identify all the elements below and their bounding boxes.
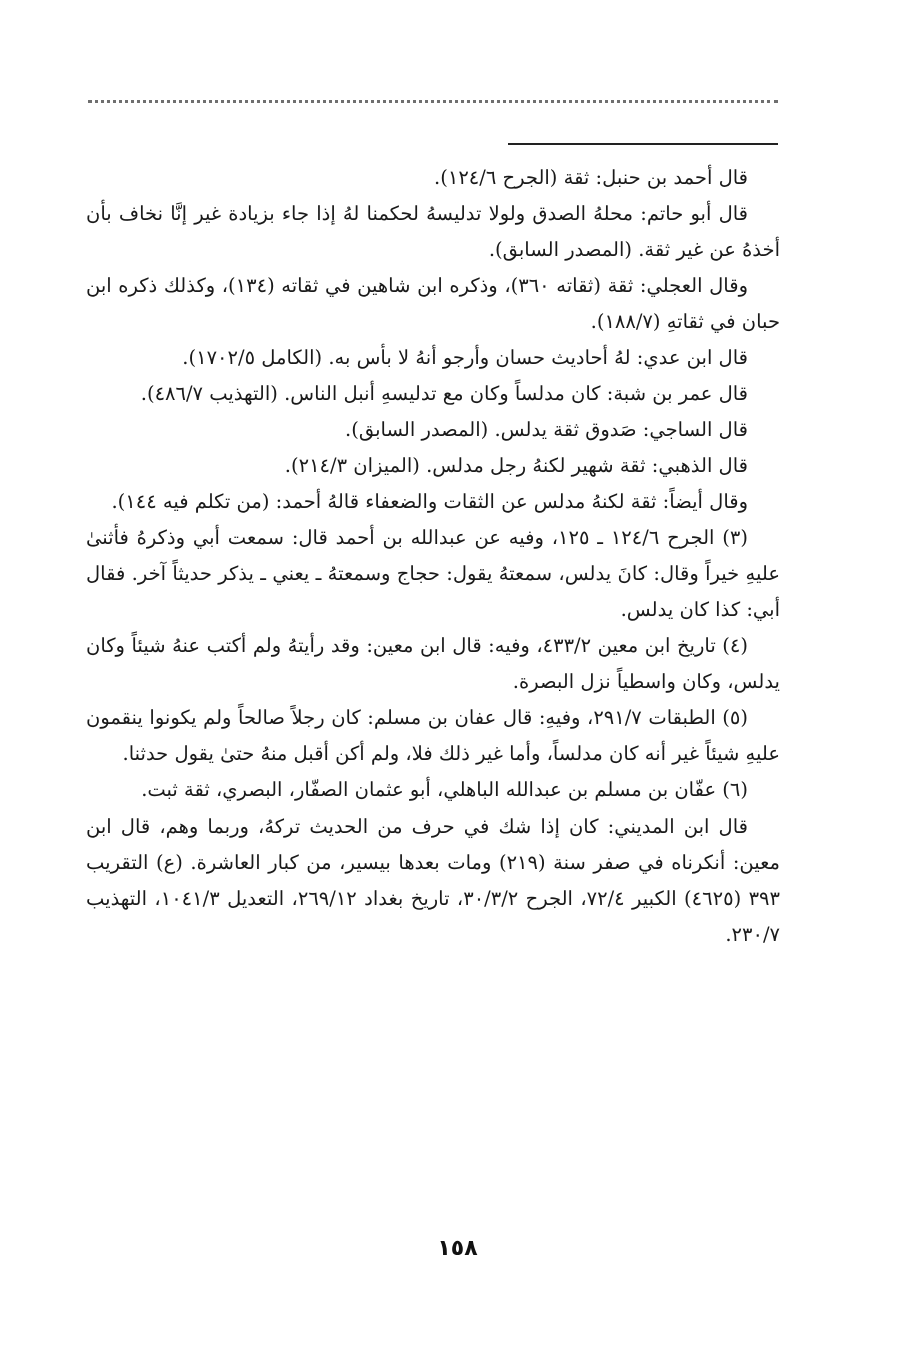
footnote-4: (٤) تاريخ ابن معين ٤٣٣/٢، وفيه: قال ابن معين: وقد رأيتهُ ولم أكتب عنهُ شيئاً وكان يدلس، وكان واسطياً نزل البصرة. [86,634,780,693]
footnote-3: (٣) الجرح ١٢٤/٦ ـ ١٢٥، وفيه عن عبدالله بن أحمد قال: سمعت أبي وذكرهُ فأثنىٰ عليهِ خيراً وقال: كانَ يدلس، سمعتهُ يقول: حجاج وسمعتهُ ـ يعني ـ يذكر حديثاً آخر. فقال أبي: كذا كان يدلس. [86,526,780,621]
footnote-paragraph: قال أبو حاتم: محلهُ الصدق ولولا تدليسهُ لحكمنا لهُ إذا جاء بزيادة غير إنَّا نخاف بأن أخذهُ عن غير ثقة. (المصدر السابق). [86,202,780,261]
dotted-separator [88,100,778,103]
footnote-paragraph: قال عمر بن شبة: كان مدلساً وكان مع تدليسهِ أنبل الناس. (التهذيب ٤٨٦/٧). [140,382,748,405]
footnote-paragraph: وقال أيضاً: ثقة لكنهُ مدلس عن الثقات والضعفاء قالهُ أحمد: (من تكلم فيه ١٤٤). [111,490,748,513]
footnote-6: (٦) عفّان بن مسلم بن عبدالله الباهلي، أبو عثمان الصفّار، البصري، ثقة ثبت. [141,778,748,801]
footnote-paragraph: قال الساجي: صَدوق ثقة يدلس. (المصدر السابق). [345,418,748,441]
footnote-rule [508,143,778,145]
footnote-paragraph: قال ابن عدي: لهُ أحاديث حسان وأرجو أنهُ لا بأس به. (الكامل ١٧٠٢/٥). [182,346,748,369]
footnotes-text [86,160,780,953]
footnote-paragraph: قال الذهبي: ثقة شهير لكنهُ رجل مدلس. (الميزان ٢١٤/٣). [284,454,748,477]
footnote-paragraph: قال ابن المديني: كان إذا شك في حرف من الحديث تركهُ، وربما وهم، قال ابن معين: أنكرناه في صفر سنة (٢١٩) ومات بعدها بيسير، من كبار العاشرة. (ع) التقريب ٣٩٣ (٤٦٢٥) الكبير ٧٢/٤، الجرح ٣٠/٣/٢، تاريخ بغداد ٢٦٩/١٢، التعديل ١٠٤١/٣، التهذيب ٢٣٠/٧. [86,815,780,946]
footnote-paragraph: وقال العجلي: ثقة (ثقاته ٣٦٠)، وذكره ابن شاهين في ثقاته (١٣٤)، وكذلك ذكره ابن حبان في ثقاتهِ (١٨٨/٧). [86,274,780,333]
page-number: ١٥٨ [437,1236,478,1261]
footnote-paragraph: قال أحمد بن حنبل: ثقة (الجرح ١٢٤/٦). [434,166,748,189]
footnote-5: (٥) الطبقات ٢٩١/٧، وفيهِ: قال عفان بن مسلم: كان رجلاً صالحاً ولم يكونوا ينقمون عليهِ شيئاً غير أنه كان مدلساً، وأما غير ذلك فلا، ولم أكن أقبل منهُ حتىٰ يقول حدثنا. [86,706,780,765]
